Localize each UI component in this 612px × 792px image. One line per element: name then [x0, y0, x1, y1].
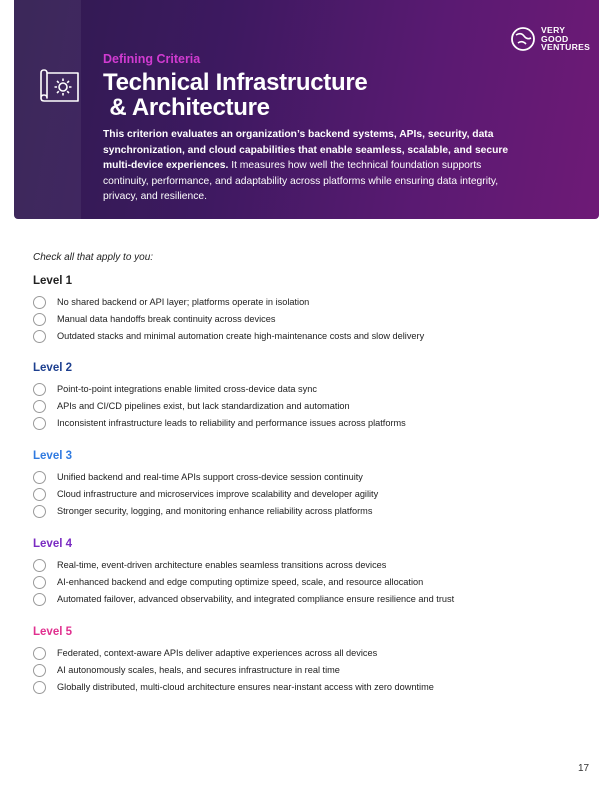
checklist-item	[33, 415, 593, 432]
checklist-item	[33, 486, 593, 503]
checkbox-circle[interactable]	[33, 417, 46, 430]
checklist-item-label: Stronger security, logging, and monitoring enhance reliability across platforms	[57, 506, 373, 516]
logo-wordmark: VERY GOOD VENTURES	[541, 25, 591, 53]
instruction-prompt: Check all that apply to you:	[33, 252, 154, 263]
checkbox-circle[interactable]	[33, 400, 46, 413]
checkbox-circle[interactable]	[33, 330, 46, 343]
checkbox-circle[interactable]	[33, 559, 46, 572]
level-1-section	[33, 273, 593, 345]
checkbox-circle[interactable]	[33, 488, 46, 501]
checklist-item	[33, 574, 593, 591]
level-heading: Level 1	[33, 275, 72, 287]
checklist-item-label: Unified backend and real-time APIs support cross-device session continuity	[57, 472, 363, 482]
logo-mark-icon	[510, 26, 536, 52]
checklist-item	[33, 328, 593, 345]
checkbox-circle[interactable]	[33, 647, 46, 660]
checklist	[33, 557, 593, 608]
level-heading: Level 4	[33, 538, 72, 550]
checklist-item-label: APIs and CI/CD pipelines exist, but lack standardization and automation	[57, 401, 350, 411]
checklist-item	[33, 503, 593, 520]
checklist-item	[33, 557, 593, 574]
checklist-item	[33, 311, 593, 328]
checkbox-circle[interactable]	[33, 313, 46, 326]
checklist-item-label: Point-to-point integrations enable limited cross-device data sync	[57, 384, 317, 394]
header-side-panel	[14, 0, 81, 219]
checklist-item-label: Cloud infrastructure and microservices improve scalability and developer agility	[57, 489, 379, 499]
checklist	[33, 469, 593, 520]
level-5-section	[33, 624, 593, 696]
checklist-item	[33, 591, 593, 608]
checklist-item-label: AI-enhanced backend and edge computing optimize speed, scale, and resource allocation	[57, 577, 424, 587]
page-number: 17	[578, 763, 590, 774]
checkbox-circle[interactable]	[33, 296, 46, 309]
checkbox-circle[interactable]	[33, 471, 46, 484]
checkbox-circle[interactable]	[33, 505, 46, 518]
checklist-item	[33, 381, 593, 398]
checklist-item	[33, 398, 593, 415]
checkbox-circle[interactable]	[33, 576, 46, 589]
checkbox-circle[interactable]	[33, 681, 46, 694]
checklist-item-label: Automated failover, advanced observability, and integrated compliance ensure resilience and trust	[57, 594, 455, 604]
level-heading: Level 3	[33, 450, 72, 462]
level-2-section	[33, 360, 593, 432]
checkbox-circle[interactable]	[33, 664, 46, 677]
checklist-item-label: Globally distributed, multi-cloud architecture ensures near-instant access with zero downtime	[57, 682, 434, 692]
checklist-item	[33, 662, 593, 679]
section-kicker: Defining Criteria	[103, 52, 201, 66]
checklist-item	[33, 645, 593, 662]
level-3-section	[33, 448, 593, 520]
page-title: Technical Infrastructure & Architecture	[103, 69, 368, 121]
checklist	[33, 294, 593, 345]
checkbox-circle[interactable]	[33, 593, 46, 606]
checkbox-circle[interactable]	[33, 383, 46, 396]
level-heading: Level 5	[33, 626, 72, 638]
header-banner	[14, 0, 599, 219]
checklist-item	[33, 294, 593, 311]
checklist-item-label: Real-time, event-driven architecture enables seamless transitions across devices	[57, 560, 387, 570]
checklist-item-label: Outdated stacks and minimal automation create high-maintenance costs and slow delivery	[57, 331, 425, 341]
checklist-item-label: Manual data handoffs break continuity across devices	[57, 314, 276, 324]
very-good-ventures-logo	[510, 26, 599, 56]
checklist-item-label: Inconsistent infrastructure leads to reliability and performance issues across platforms	[57, 418, 406, 428]
checklist-item-label: AI autonomously scales, heals, and secures infrastructure in real time	[57, 665, 340, 675]
level-4-section	[33, 536, 593, 608]
checklist-item-label: No shared backend or API layer; platforms operate in isolation	[57, 297, 310, 307]
checklist-item-label: Federated, context-aware APIs deliver adaptive experiences across all devices	[57, 648, 378, 658]
checklist-item	[33, 679, 593, 696]
checklist	[33, 645, 593, 696]
checklist-item	[33, 469, 593, 486]
criterion-description: This criterion evaluates an organization’s backend systems, APIs, security, data synchronization, and cloud capabilities that enable seamless, scalable, and secure multi-device experiences. It measures how well the technical foundation supports continuity, performance, and adaptability across platforms while ensuring data integrity, privacy, and resilience.	[103, 129, 509, 202]
level-heading: Level 2	[33, 362, 72, 374]
checklist	[33, 381, 593, 432]
blueprint-gear-icon	[38, 68, 82, 104]
